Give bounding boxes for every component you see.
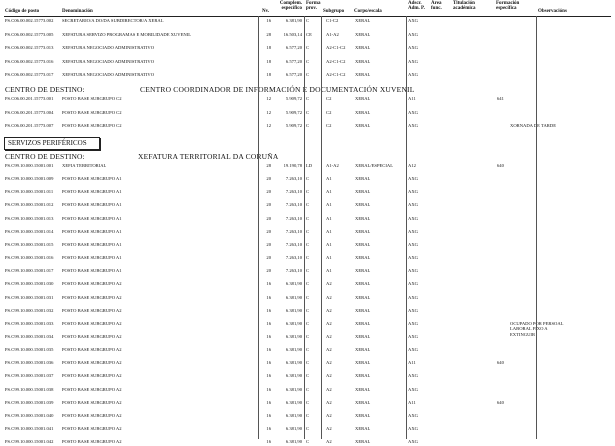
cell-nv: 16 — [266, 373, 271, 379]
cell-code: PS.C99.10.000.15001.038 — [5, 386, 54, 392]
cell-comp: 6.577,20 — [285, 72, 302, 78]
cell-sub: A2-C1-C2 — [326, 45, 346, 51]
cell-nv: 12 — [266, 109, 271, 115]
cell-adm: A11 — [408, 399, 416, 405]
cell-nv: 18 — [266, 58, 271, 64]
cell-sub: A2 — [326, 281, 332, 287]
cell-adm: AXG — [408, 268, 418, 274]
col-header-titulacion: Titulación académica — [453, 1, 476, 12]
table-row — [0, 358, 615, 367]
cell-code: PS.C06.00.201.15773.001 — [5, 96, 54, 101]
cell-comp: 7.263,10 — [285, 202, 302, 208]
cell-comp: 6.381,90 — [285, 386, 302, 392]
cell-code: PS.C99.10.000.15001.036 — [5, 360, 54, 366]
cell-den: POSTO BASE SUBGRUPO C2 — [62, 123, 122, 128]
cell-forma: C — [306, 176, 310, 182]
cell-den: POSTO BASE SUBGRUPO A1 — [62, 202, 122, 208]
cell-code: PS.C06.00.201.15773.007 — [5, 123, 54, 128]
cell-corpo: XERAL — [355, 72, 371, 78]
cell-code: PS.C99.10.000.15001.016 — [5, 255, 54, 261]
cell-den: POSTO BASE SUBGRUPO A2 — [62, 426, 122, 431]
cell-corpo: XERAL — [355, 241, 371, 247]
cell-code: PS.C99.10.000.15001.015 — [5, 241, 54, 247]
cell-den: XEFATURA NEGOCIADO ADMINISTRATIVO — [62, 72, 155, 78]
centro-name-1: CENTRO COORDINADOR DE INFORMACIÓN E DOCUMENTACIÓN XUVENIL — [140, 85, 415, 94]
cell-sub: A2 — [326, 307, 332, 313]
cell-corpo: XERAL — [355, 426, 371, 431]
col-header-adscr: Adscr. Adm. P. — [408, 1, 425, 12]
cell-sub: C2 — [326, 96, 332, 101]
cell-sub: A1 — [326, 228, 332, 234]
cell-corpo: XERAL — [355, 399, 371, 405]
cell-den: XEFATURA NEGOCIADO ADMINISTRATIVO — [62, 58, 155, 64]
cell-sub: A1 — [326, 215, 332, 221]
table-row — [0, 70, 615, 79]
cell-den: POSTO BASE SUBGRUPO A1 — [62, 241, 122, 247]
cell-comp: 6.381,90 — [285, 294, 302, 300]
table-row — [0, 174, 615, 183]
cell-sub: A2 — [326, 373, 332, 379]
cell-form: 640 — [497, 399, 504, 405]
cell-corpo: XERAL — [355, 255, 371, 261]
cell-corpo: XERAL — [355, 123, 371, 128]
cell-adm: AXG — [408, 45, 418, 51]
cell-comp: 7.263,10 — [285, 176, 302, 182]
cell-comp: 16.503,14 — [283, 31, 302, 37]
cell-sub: A2 — [326, 399, 332, 405]
centro-label-2: CENTRO DE DESTINO: — [5, 152, 85, 161]
cell-den: POSTO BASE SUBGRUPO A2 — [62, 439, 122, 445]
cell-corpo: XERAL — [355, 347, 371, 353]
cell-corpo: XERAL — [355, 333, 371, 339]
cell-adm: AXG — [408, 228, 418, 234]
cell-den: POSTO BASE SUBGRUPO A1 — [62, 215, 122, 221]
cell-corpo: XERAL — [355, 268, 371, 274]
cell-code: PS.C99.10.000.15001.001 — [5, 163, 54, 168]
cell-forma: C — [306, 360, 310, 366]
cell-adm: A11 — [408, 360, 416, 366]
cell-sub: A1 — [326, 241, 332, 247]
cell-comp: 6.381,90 — [285, 18, 302, 23]
table-row — [0, 385, 615, 394]
col-header-observacions: Observacións — [538, 9, 567, 14]
cell-forma: C — [306, 307, 310, 313]
cell-sub: A2 — [326, 294, 332, 300]
cell-den: POSTO BASE SUBGRUPO A2 — [62, 399, 122, 405]
cell-forma: C — [306, 58, 310, 64]
cell-den: POSTO BASE SUBGRUPO A1 — [62, 268, 122, 274]
cell-adm: AXG — [408, 373, 418, 379]
cell-adm: A11 — [408, 96, 416, 101]
cell-forma: C — [306, 320, 310, 326]
cell-forma: C — [306, 426, 310, 431]
cell-den: POSTO BASE SUBGRUPO A1 — [62, 228, 122, 234]
cell-den: XEFATURA NEGOCIADO ADMINISTRATIVO — [62, 45, 155, 51]
cell-den: SECRETARIO/A DO/DA SUBDIRECTOR/A XERAL — [62, 18, 164, 23]
cell-sub: C2 — [326, 123, 332, 128]
cell-corpo: XERAL — [355, 18, 371, 23]
table-row — [0, 398, 615, 407]
cell-sub: A1 — [326, 268, 332, 274]
column-rule — [406, 16, 407, 439]
cell-code: PS.C99.10.000.15001.014 — [5, 228, 54, 234]
cell-nv: 16 — [266, 18, 271, 23]
cell-adm: AXG — [408, 18, 418, 23]
table-row — [0, 57, 615, 66]
cell-code: PS.C99.10.000.15001.012 — [5, 202, 54, 208]
cell-comp: 6.381,90 — [285, 439, 302, 445]
cell-comp: 6.381,90 — [285, 333, 302, 339]
cell-nv: 20 — [266, 228, 271, 234]
cell-code: PS.C06.00.201.15773.004 — [5, 109, 54, 115]
cell-sub: C2 — [326, 109, 332, 115]
cell-corpo: XERAL — [355, 228, 371, 234]
cell-nv: 18 — [266, 45, 271, 51]
cell-comp: 6.381,90 — [285, 399, 302, 405]
cell-corpo: XERAL — [355, 109, 371, 115]
col-header-subgrupo: Subgrupo — [323, 9, 345, 14]
cell-adm: A12 — [408, 163, 416, 168]
cell-sub: A2 — [326, 347, 332, 353]
cell-forma: C — [306, 96, 310, 101]
cell-forma: C — [306, 268, 310, 274]
cell-nv: 20 — [266, 268, 271, 274]
cell-forma: C — [306, 294, 310, 300]
cell-nv: 16 — [266, 399, 271, 405]
cell-code: PS.C99.10.000.15001.017 — [5, 268, 54, 274]
cell-comp: 7.263,10 — [285, 189, 302, 195]
cell-nv: 12 — [266, 96, 271, 101]
cell-adm: AXG — [408, 72, 418, 78]
cell-form: 640 — [497, 163, 504, 168]
cell-sub: A2 — [326, 386, 332, 392]
cell-corpo: XERAL/ESPECIAL — [355, 163, 394, 168]
cell-comp: 5.909,72 — [285, 96, 302, 101]
table-row — [0, 214, 615, 223]
table-row — [0, 240, 615, 249]
table-row — [0, 437, 615, 446]
cell-nv: 16 — [266, 333, 271, 339]
table-row — [0, 94, 615, 103]
cell-den: POSTO BASE SUBGRUPO A2 — [62, 386, 122, 392]
cell-adm: AXG — [408, 281, 418, 287]
cell-forma: CE — [306, 31, 312, 37]
cell-comp: 6.381,90 — [285, 360, 302, 366]
servizos-perifericos-label: SERVIZOS PERIFÉRICOS — [8, 139, 87, 147]
table-row — [0, 332, 615, 341]
cell-code: PS.C06.00.002.15773.002 — [5, 18, 54, 23]
cell-forma: C — [306, 72, 310, 78]
cell-adm: AXG — [408, 320, 418, 326]
cell-nv: 20 — [266, 255, 271, 261]
col-header-corpo: Corpo/escala — [354, 9, 382, 14]
cell-comp: 7.263,10 — [285, 268, 302, 274]
cell-forma: C — [306, 228, 310, 234]
cell-code: PS.C99.10.000.15001.011 — [5, 189, 54, 195]
cell-code: PS.C99.10.000.15001.031 — [5, 294, 54, 300]
cell-form: 641 — [497, 96, 504, 101]
cell-adm: AXG — [408, 294, 418, 300]
cell-adm: AXG — [408, 241, 418, 247]
cell-forma: C — [306, 386, 310, 392]
cell-corpo: XERAL — [355, 189, 371, 195]
cell-nv: 12 — [266, 123, 271, 128]
col-header-codigo: Código de posto — [5, 9, 40, 14]
cell-forma: LD — [306, 163, 313, 168]
cell-adm: AXG — [408, 426, 418, 431]
col-header-complemento: Complem. específico — [279, 1, 302, 12]
cell-adm: AXG — [408, 215, 418, 221]
cell-nv: 16 — [266, 426, 271, 431]
table-row — [0, 411, 615, 420]
cell-nv: 16 — [266, 281, 271, 287]
cell-forma: C — [306, 215, 310, 221]
cell-forma: C — [306, 241, 310, 247]
cell-forma: C — [306, 281, 310, 287]
cell-den: POSTO BASE SUBGRUPO A2 — [62, 360, 122, 366]
cell-nv: 16 — [266, 439, 271, 445]
cell-nv: 20 — [266, 176, 271, 182]
cell-forma: C — [306, 333, 310, 339]
cell-forma: C — [306, 45, 310, 51]
cell-comp: 7.263,10 — [285, 228, 302, 234]
table-row — [0, 266, 615, 275]
cell-observacions: OCUPADO POR PERSOAL LABORAL FIXO A EXTINGUIR — [510, 320, 564, 337]
cell-sub: A2-C1-C2 — [326, 58, 346, 64]
cell-code: PS.C99.10.000.15001.035 — [5, 347, 54, 353]
cell-nv: 20 — [266, 189, 271, 195]
cell-code: PS.C99.10.000.15001.033 — [5, 320, 54, 326]
cell-corpo: XERAL — [355, 45, 371, 51]
cell-forma: C — [306, 109, 310, 115]
cell-comp: 6.577,20 — [285, 58, 302, 64]
column-rule — [321, 16, 322, 439]
cell-forma: C — [306, 123, 310, 128]
cell-corpo: XERAL — [355, 176, 371, 182]
cell-comp: 5.909,72 — [285, 109, 302, 115]
cell-code: PS.C99.10.000.15001.013 — [5, 215, 54, 221]
table-row — [0, 424, 615, 433]
table-row — [0, 43, 615, 52]
col-header-forma: Forma prov. — [306, 1, 321, 12]
table-row — [0, 227, 615, 236]
cell-form: 640 — [497, 360, 504, 366]
cell-corpo: XERAL — [355, 31, 371, 37]
cell-corpo: XERAL — [355, 202, 371, 208]
cell-den: POSTO BASE SUBGRUPO A2 — [62, 412, 122, 418]
cell-comp: 6.381,90 — [285, 320, 302, 326]
cell-code: PS.C99.10.000.15001.037 — [5, 373, 54, 379]
cell-forma: C — [306, 202, 310, 208]
cell-sub: A2 — [326, 333, 332, 339]
cell-nv: 20 — [266, 215, 271, 221]
cell-comp: 6.381,90 — [285, 347, 302, 353]
table-row — [0, 345, 615, 354]
cell-forma: C — [306, 412, 310, 418]
col-header-denominacion: Denominación — [62, 9, 93, 14]
cell-den: POSTO BASE SUBGRUPO A2 — [62, 281, 122, 287]
cell-nv: 20 — [266, 241, 271, 247]
col-header-area: Área func. — [431, 1, 442, 12]
cell-comp: 5.909,72 — [285, 123, 302, 128]
cell-observacions: XORNADA DE TARDE — [510, 123, 556, 128]
table-row — [0, 279, 615, 288]
cell-corpo: XERAL — [355, 386, 371, 392]
table-header — [0, 0, 615, 16]
cell-den: POSTO BASE SUBGRUPO A1 — [62, 255, 122, 261]
cell-den: POSTO BASE SUBGRUPO C2 — [62, 96, 122, 101]
cell-adm: AXG — [408, 386, 418, 392]
cell-code: PS.C99.10.000.15001.032 — [5, 307, 54, 313]
cell-sub: A2-C1-C2 — [326, 72, 346, 78]
cell-sub: A2 — [326, 426, 332, 431]
col-header-nivel: Nv. — [262, 9, 270, 14]
cell-code: PS.C06.00.002.15773.017 — [5, 72, 54, 78]
cell-adm: AXG — [408, 202, 418, 208]
cell-den: POSTO BASE SUBGRUPO A2 — [62, 373, 122, 379]
cell-nv: 28 — [266, 163, 271, 168]
cell-forma: C — [306, 399, 310, 405]
cell-adm: AXG — [408, 255, 418, 261]
cell-den: POSTO BASE SUBGRUPO A2 — [62, 294, 122, 300]
cell-comp: 7.263,10 — [285, 215, 302, 221]
cell-forma: C — [306, 255, 310, 261]
cell-corpo: XERAL — [355, 58, 371, 64]
cell-comp: 19.190,78 — [283, 163, 302, 168]
centro-name-2: XEFATURA TERRITORIAL DA CORUÑA — [138, 152, 279, 161]
cell-forma: C — [306, 18, 310, 23]
cell-comp: 6.381,90 — [285, 426, 302, 431]
cell-den: XEFIA TERRITORIAL — [62, 163, 107, 168]
cell-corpo: XERAL — [355, 281, 371, 287]
cell-nv: 16 — [266, 320, 271, 326]
cell-corpo: XERAL — [355, 360, 371, 366]
cell-adm: AXG — [408, 347, 418, 353]
cell-adm: AXG — [408, 333, 418, 339]
column-rule — [304, 16, 305, 439]
cell-nv: 20 — [266, 202, 271, 208]
cell-den: POSTO BASE SUBGRUPO A1 — [62, 176, 122, 182]
cell-corpo: XERAL — [355, 96, 371, 101]
cell-code: PS.C06.00.002.15773.005 — [5, 31, 54, 37]
cell-comp: 6.381,90 — [285, 412, 302, 418]
cell-corpo: XERAL — [355, 294, 371, 300]
cell-corpo: XERAL — [355, 307, 371, 313]
cell-code: PS.C99.10.000.15001.042 — [5, 439, 54, 445]
cell-nv: 16 — [266, 307, 271, 313]
cell-den: POSTO BASE SUBGRUPO A1 — [62, 189, 122, 195]
cell-forma: C — [306, 189, 310, 195]
cell-nv: 16 — [266, 412, 271, 418]
cell-den: POSTO BASE SUBGRUPO A2 — [62, 347, 122, 353]
cell-sub: A1 — [326, 176, 332, 182]
table-row — [0, 30, 615, 39]
table-row — [0, 371, 615, 380]
table-row — [0, 253, 615, 262]
cell-nv: 16 — [266, 347, 271, 353]
cell-sub: A1-A2 — [326, 163, 339, 168]
cell-code: PS.C99.10.000.15001.041 — [5, 426, 54, 431]
table-row — [0, 200, 615, 209]
table-row — [0, 108, 615, 117]
cell-sub: A2 — [326, 439, 332, 445]
cell-nv: 18 — [266, 72, 271, 78]
cell-nv: 16 — [266, 360, 271, 366]
cell-sub: A1 — [326, 255, 332, 261]
table-row — [0, 16, 615, 25]
table-row — [0, 187, 615, 196]
cell-sub: C1-C2 — [326, 18, 339, 23]
cell-sub: A1 — [326, 202, 332, 208]
cell-nv: 28 — [266, 31, 271, 37]
cell-comp: 7.263,10 — [285, 255, 302, 261]
centro-label-1: CENTRO DE DESTINO: — [5, 85, 85, 94]
cell-den: POSTO BASE SUBGRUPO C2 — [62, 109, 122, 115]
cell-adm: AXG — [408, 109, 418, 115]
cell-sub: A2 — [326, 360, 332, 366]
cell-adm: AXG — [408, 439, 418, 445]
cell-den: POSTO BASE SUBGRUPO A2 — [62, 320, 122, 326]
cell-corpo: XERAL — [355, 439, 371, 445]
table-row — [0, 293, 615, 302]
column-rule — [536, 16, 537, 439]
cell-sub: A2 — [326, 320, 332, 326]
cell-adm: AXG — [408, 307, 418, 313]
cell-sub: A1-A2 — [326, 31, 339, 37]
cell-code: PS.C99.10.000.15001.040 — [5, 412, 54, 418]
cell-sub: A1 — [326, 189, 332, 195]
table-row — [0, 306, 615, 315]
cell-adm: AXG — [408, 123, 418, 128]
cell-comp: 6.381,90 — [285, 307, 302, 313]
cell-den: XEFATURA SERVIZO PROGRAMAS E MOBILIDADE XUVENIL — [62, 31, 192, 37]
cell-code: PS.C99.10.000.15001.009 — [5, 176, 54, 182]
servizos-perifericos-box — [4, 137, 100, 150]
col-header-formacion: Formación específica — [496, 1, 520, 12]
cell-code: PS.C06.00.002.15773.016 — [5, 58, 54, 64]
cell-den: POSTO BASE SUBGRUPO A2 — [62, 333, 122, 339]
cell-adm: AXG — [408, 176, 418, 182]
cell-nv: 16 — [266, 294, 271, 300]
cell-code: PS.C99.10.000.15001.034 — [5, 333, 54, 339]
cell-forma: C — [306, 439, 310, 445]
cell-adm: AXG — [408, 189, 418, 195]
cell-code: PS.C99.10.000.15001.039 — [5, 399, 54, 405]
cell-forma: C — [306, 347, 310, 353]
cell-den: POSTO BASE SUBGRUPO A2 — [62, 307, 122, 313]
cell-nv: 16 — [266, 386, 271, 392]
cell-code: PS.C99.10.000.15001.030 — [5, 281, 54, 287]
cell-adm: AXG — [408, 58, 418, 64]
cell-comp: 6.381,90 — [285, 373, 302, 379]
cell-corpo: XERAL — [355, 412, 371, 418]
cell-comp: 7.263,10 — [285, 241, 302, 247]
cell-forma: C — [306, 373, 310, 379]
cell-corpo: XERAL — [355, 320, 371, 326]
cell-comp: 6.577,20 — [285, 45, 302, 51]
cell-corpo: XERAL — [355, 215, 371, 221]
cell-adm: AXG — [408, 412, 418, 418]
column-rule — [258, 16, 259, 439]
cell-code: PS.C06.00.002.15773.013 — [5, 45, 54, 51]
cell-comp: 6.381,90 — [285, 281, 302, 287]
cell-sub: A2 — [326, 412, 332, 418]
table-row — [0, 161, 615, 170]
cell-corpo: XERAL — [355, 373, 371, 379]
cell-adm: AXG — [408, 31, 418, 37]
